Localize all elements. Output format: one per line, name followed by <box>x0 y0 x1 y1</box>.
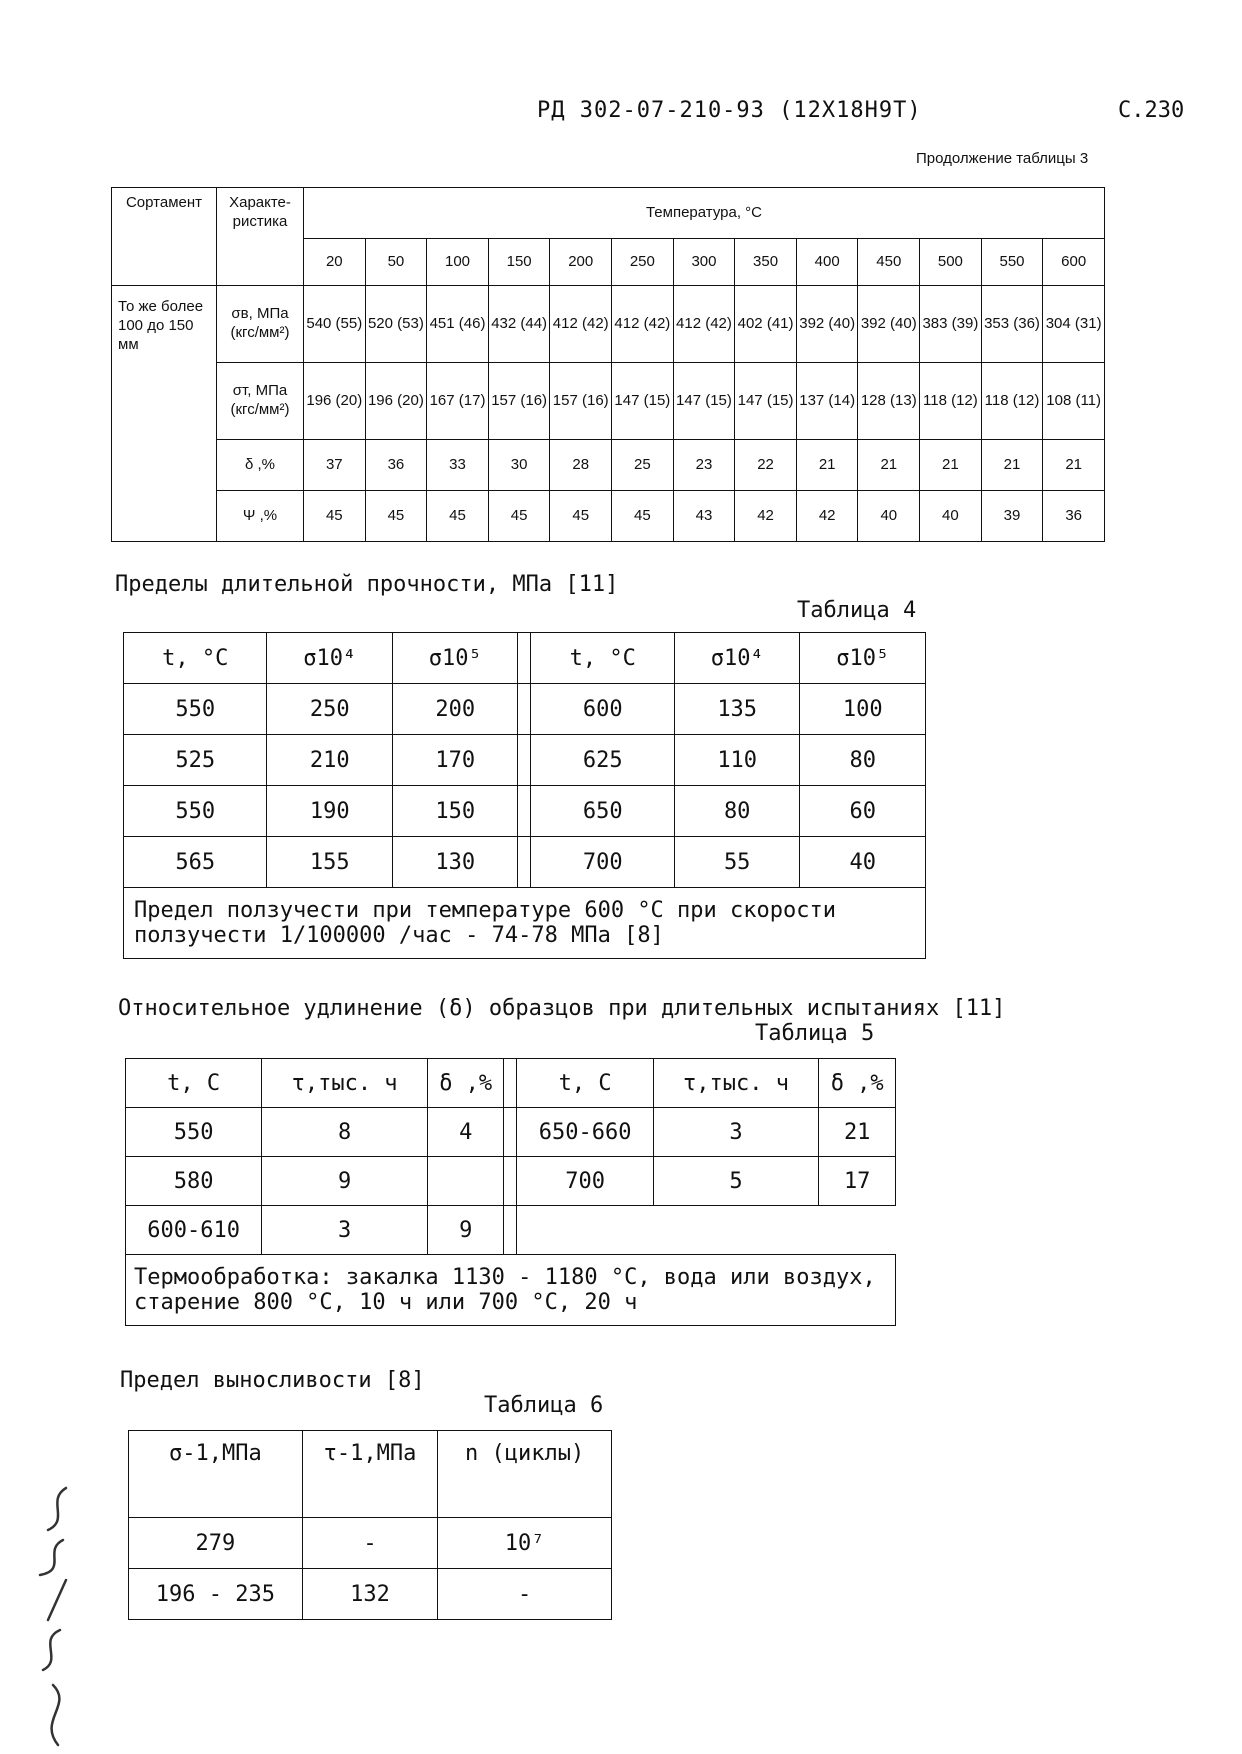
table3-value-cell: 167 (17) <box>427 363 489 440</box>
table3-header-temperature: Температура, °С <box>304 188 1105 239</box>
table4-row <box>124 786 926 837</box>
table5-caption: Относительное удлинение (δ) образцов при длительных испытаниях [11] <box>118 996 1006 1021</box>
table3-continuation-label: Продолжение таблицы 3 <box>916 150 1089 167</box>
table4-header-cell: σ10⁵ <box>800 633 926 684</box>
table3-value-cell: 304 (31) <box>1043 286 1105 363</box>
table5 <box>125 1058 896 1326</box>
table6-cell: 132 <box>302 1569 437 1620</box>
table3-temp-header: 50 <box>365 239 427 286</box>
table5-cell <box>653 1206 819 1255</box>
table5-cell: 17 <box>819 1157 896 1206</box>
table3-value-cell: 23 <box>673 440 735 491</box>
table4-cell: 130 <box>392 837 518 888</box>
table5-cell: 3 <box>653 1108 819 1157</box>
table4-cell: 155 <box>267 837 393 888</box>
table3-value-cell: 40 <box>858 491 920 542</box>
table3-value-cell: 21 <box>981 440 1043 491</box>
table6-cell: 10⁷ <box>438 1518 612 1569</box>
table3-value-cell: 28 <box>550 440 612 491</box>
table3-value-cell: 36 <box>1043 491 1105 542</box>
table4-cell: 110 <box>674 735 800 786</box>
table3-header-sortament: Сортамент <box>112 188 217 286</box>
table5-cell <box>427 1157 504 1206</box>
table-divider <box>504 1108 517 1157</box>
table5-cell: 4 <box>427 1108 504 1157</box>
table5-row <box>126 1157 896 1206</box>
table5-header-cell: δ ,% <box>819 1059 896 1108</box>
table3-value-cell: 108 (11) <box>1043 363 1105 440</box>
table3-value-cell: 157 (16) <box>488 363 550 440</box>
table5-cell: 700 <box>517 1157 653 1206</box>
table3-value-cell: 45 <box>365 491 427 542</box>
table4-cell: 650 <box>531 786 674 837</box>
handwritten-margin-note <box>18 1480 88 1750</box>
table6-cell: 279 <box>129 1518 303 1569</box>
table5-cell: 8 <box>262 1108 428 1157</box>
table3-temp-header: 250 <box>612 239 674 286</box>
table3-value-cell: 383 (39) <box>920 286 982 363</box>
table4-caption: Пределы длительной прочности, МПа [11] <box>115 572 619 597</box>
table5-label: Таблица 5 <box>755 1021 875 1046</box>
table3-value-cell: 520 (53) <box>365 286 427 363</box>
table3-characteristic-cell: δ ,% <box>217 440 304 491</box>
table5-cell <box>517 1206 653 1255</box>
table3 <box>111 187 1105 542</box>
table3-temp-header: 300 <box>673 239 735 286</box>
table4-cell: 625 <box>531 735 674 786</box>
table4-cell: 40 <box>800 837 926 888</box>
table4-cell: 190 <box>267 786 393 837</box>
table3-value-cell: 45 <box>304 491 366 542</box>
table4-row <box>124 837 926 888</box>
table4-header-cell: σ10⁴ <box>267 633 393 684</box>
document-code: РД 302-07-210-93 (12Х18Н9Т) <box>537 98 922 123</box>
table4-cell: 250 <box>267 684 393 735</box>
table3-value-cell: 118 (12) <box>981 363 1043 440</box>
table3-value-cell: 37 <box>304 440 366 491</box>
table3-value-cell: 147 (15) <box>735 363 797 440</box>
table3-value-cell: 402 (41) <box>735 286 797 363</box>
table3-value-cell: 392 (40) <box>796 286 858 363</box>
table3-temp-header: 20 <box>304 239 366 286</box>
table6-cell: - <box>438 1569 612 1620</box>
table3-value-cell: 137 (14) <box>796 363 858 440</box>
table4-cell: 550 <box>124 786 267 837</box>
table3-value-cell: 412 (42) <box>673 286 735 363</box>
table-divider <box>504 1157 517 1206</box>
table6-header-cell: σ-1,МПа <box>129 1431 303 1518</box>
table3-value-cell: 22 <box>735 440 797 491</box>
table4-cell: 170 <box>392 735 518 786</box>
table3-characteristic-cell: Ψ ,% <box>217 491 304 542</box>
table3-header-characteristic: Характе-ристика <box>217 188 304 286</box>
table6-cell: 196 - 235 <box>129 1569 303 1620</box>
table4-cell: 100 <box>800 684 926 735</box>
table6 <box>128 1430 612 1620</box>
table4-note: Предел ползучести при температуре 600 °С при скорости ползучести 1/100000 /час - 74-78 МПа [8] <box>124 888 926 959</box>
table3-value-cell: 540 (55) <box>304 286 366 363</box>
table3-value-cell: 42 <box>735 491 797 542</box>
table4-header-cell: σ10⁵ <box>392 633 518 684</box>
table5-cell: 600-610 <box>126 1206 262 1255</box>
table4-row <box>124 735 926 786</box>
table-divider <box>518 735 531 786</box>
table3-value-cell: 128 (13) <box>858 363 920 440</box>
table4-cell: 700 <box>531 837 674 888</box>
table4-header-cell: t, °С <box>531 633 674 684</box>
table3-value-cell: 147 (15) <box>673 363 735 440</box>
table3-value-cell: 45 <box>612 491 674 542</box>
table4-cell: 80 <box>800 735 926 786</box>
table3-value-cell: 36 <box>365 440 427 491</box>
table6-cell: - <box>302 1518 437 1569</box>
table4-cell: 600 <box>531 684 674 735</box>
table4-cell: 200 <box>392 684 518 735</box>
table3-temp-header: 500 <box>920 239 982 286</box>
table3-value-cell: 30 <box>488 440 550 491</box>
table5-cell: 5 <box>653 1157 819 1206</box>
table-divider <box>518 684 531 735</box>
table5-cell <box>819 1206 896 1255</box>
table5-cell: 9 <box>427 1206 504 1255</box>
table6-row <box>129 1569 612 1620</box>
table5-cell: 550 <box>126 1108 262 1157</box>
table5-row <box>126 1206 896 1255</box>
table3-value-cell: 25 <box>612 440 674 491</box>
table4-cell: 210 <box>267 735 393 786</box>
table3-value-cell: 33 <box>427 440 489 491</box>
table-divider <box>518 837 531 888</box>
table5-note: Термообработка: закалка 1130 - 1180 °С, вода или воздух, старение 800 °С, 10 ч или 700 °С, 20 ч <box>126 1255 896 1326</box>
table3-value-cell: 392 (40) <box>858 286 920 363</box>
table3-temp-header: 600 <box>1043 239 1105 286</box>
table3-characteristic-cell: σт, МПа (кгс/мм²) <box>217 363 304 440</box>
table4-cell: 550 <box>124 684 267 735</box>
table4 <box>123 632 926 959</box>
table4-cell: 525 <box>124 735 267 786</box>
table5-header-cell: τ,тыс. ч <box>653 1059 819 1108</box>
table5-header-cell: τ,тыс. ч <box>262 1059 428 1108</box>
page-number: С.230 <box>1118 98 1185 123</box>
table-divider <box>518 633 531 684</box>
table4-cell: 55 <box>674 837 800 888</box>
table5-header-cell: t, С <box>126 1059 262 1108</box>
table3-temp-header: 100 <box>427 239 489 286</box>
table3-value-cell: 42 <box>796 491 858 542</box>
table3-value-cell: 196 (20) <box>365 363 427 440</box>
table5-cell: 580 <box>126 1157 262 1206</box>
table3-sortament-cell: То же более 100 до 150 мм <box>112 286 217 542</box>
table4-cell: 80 <box>674 786 800 837</box>
table6-caption: Предел выносливости [8] <box>120 1368 425 1393</box>
table3-characteristic-cell: σв, МПа (кгс/мм²) <box>217 286 304 363</box>
table5-cell: 21 <box>819 1108 896 1157</box>
table3-value-cell: 45 <box>427 491 489 542</box>
table4-cell: 60 <box>800 786 926 837</box>
table3-temp-header: 150 <box>488 239 550 286</box>
table4-cell: 565 <box>124 837 267 888</box>
table6-row <box>129 1518 612 1569</box>
table-divider <box>504 1206 517 1255</box>
table3-value-cell: 412 (42) <box>612 286 674 363</box>
table3-value-cell: 196 (20) <box>304 363 366 440</box>
table6-header-cell: n (циклы) <box>438 1431 612 1518</box>
table5-header-cell: t, С <box>517 1059 653 1108</box>
table3-value-cell: 118 (12) <box>920 363 982 440</box>
table4-header-cell: σ10⁴ <box>674 633 800 684</box>
table3-value-cell: 412 (42) <box>550 286 612 363</box>
table3-value-cell: 432 (44) <box>488 286 550 363</box>
table3-temp-header: 550 <box>981 239 1043 286</box>
table4-row <box>124 684 926 735</box>
table-divider <box>504 1059 517 1108</box>
table3-value-cell: 45 <box>488 491 550 542</box>
table5-header-cell: δ ,% <box>427 1059 504 1108</box>
table3-temp-header: 450 <box>858 239 920 286</box>
table4-cell: 135 <box>674 684 800 735</box>
table5-cell: 650-660 <box>517 1108 653 1157</box>
table3-value-cell: 45 <box>550 491 612 542</box>
table4-header-cell: t, °С <box>124 633 267 684</box>
table5-cell: 3 <box>262 1206 428 1255</box>
table4-cell: 150 <box>392 786 518 837</box>
table6-header-cell: τ-1,МПа <box>302 1431 437 1518</box>
table3-value-cell: 21 <box>1043 440 1105 491</box>
table5-row <box>126 1108 896 1157</box>
table3-value-cell: 21 <box>796 440 858 491</box>
table3-value-cell: 43 <box>673 491 735 542</box>
table3-value-cell: 157 (16) <box>550 363 612 440</box>
table3-value-cell: 40 <box>920 491 982 542</box>
table3-value-cell: 353 (36) <box>981 286 1043 363</box>
table3-value-cell: 451 (46) <box>427 286 489 363</box>
table4-label: Таблица 4 <box>797 598 917 623</box>
table5-cell: 9 <box>262 1157 428 1206</box>
table6-label: Таблица 6 <box>484 1393 604 1418</box>
table3-value-cell: 21 <box>858 440 920 491</box>
table3-temp-header: 350 <box>735 239 797 286</box>
table3-value-cell: 21 <box>920 440 982 491</box>
table3-value-cell: 39 <box>981 491 1043 542</box>
table3-temp-header: 400 <box>796 239 858 286</box>
table3-value-cell: 147 (15) <box>612 363 674 440</box>
table3-temp-header: 200 <box>550 239 612 286</box>
table-divider <box>518 786 531 837</box>
